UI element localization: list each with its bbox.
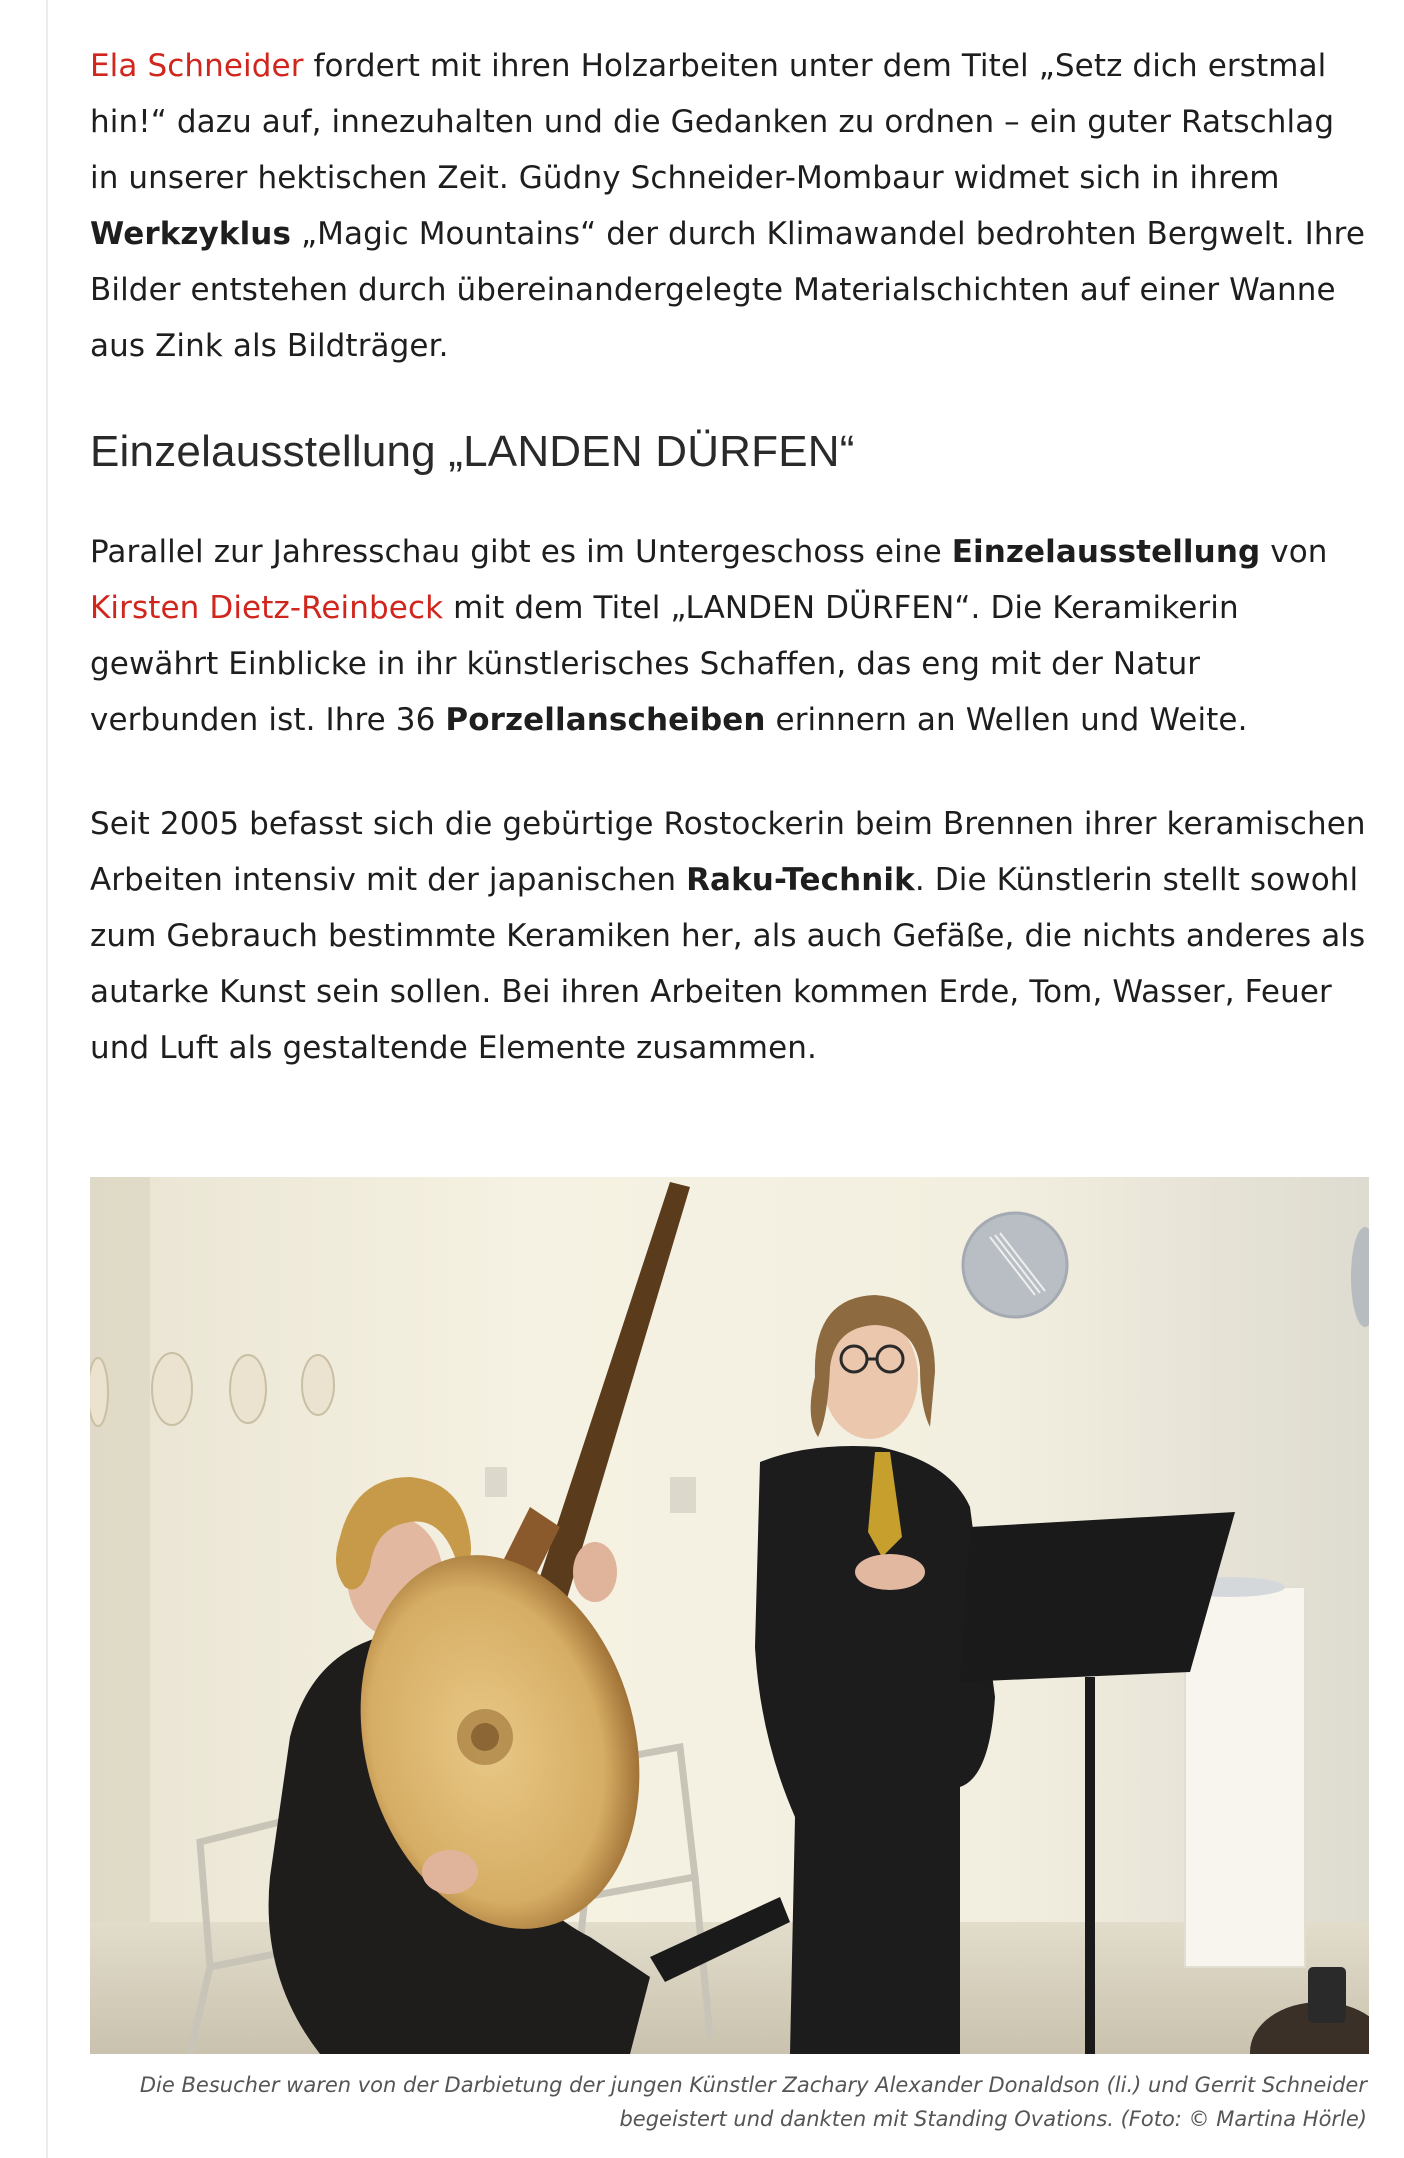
- paragraph-text: fordert mit ihren Holzarbeiten unter dem Titel „Setz dich erstmal hin!“ dazu auf, innezuhalten und die Gedanken zu ordnen – ein guter Ratschlag in unserer hektischen Zeit. Güdny Schneider-Mombaur widmet sich in ihrem: [90, 48, 1335, 196]
- paragraph-text: mit dem Titel „LANDEN DÜRFEN“. Die Keramikerin gewährt Einblicke in ihr künstlerisches Schaffen, das eng mit der Natur verbunden ist. Ihre 36: [90, 590, 1239, 738]
- paragraph-text: „Magic Mountains“ der durch Klimawandel bedrohten Bergwelt. Ihre Bilder entstehen durch übereinandergelegte Materialschichten auf einer Wanne aus Zink als Bildträger.: [90, 216, 1366, 364]
- paragraph-einzelausstellung: [90, 524, 1370, 748]
- concert-photo[interactable]: [90, 1177, 1369, 2054]
- concert-photo-figure: [90, 1177, 1369, 2136]
- artist-link-ela-schneider[interactable]: Ela Schneider: [90, 48, 304, 84]
- paragraph-text: von: [1260, 534, 1328, 570]
- paragraph-text: Parallel zur Jahresschau gibt es im Untergeschoss eine: [90, 534, 952, 570]
- music-stand: [960, 1512, 1235, 1682]
- paragraph-text: erinnern an Wellen und Weite.: [765, 702, 1248, 738]
- wall-plate-art: [963, 1213, 1067, 1317]
- paragraph-text: . Die Künstlerin stellt sowohl zum Gebrauch bestimmte Keramiken her, als auch Gefäße, die nichts anderes als autarke Kunst sein sollen. Bei ihren Arbeiten kommen Erde, Tom, Wasser, Feuer und Luft als gestaltende Elemente zusammen.: [90, 862, 1366, 1066]
- pedestal: [1185, 1587, 1305, 1967]
- paragraph-raku: [90, 796, 1370, 1076]
- artist-link-kirsten-dietz-reinbeck[interactable]: Kirsten Dietz-Reinbeck: [90, 590, 444, 626]
- paragraph-text: Seit 2005 befasst sich die gebürtige Rostockerin beim Brennen ihrer keramischen Arbeiten intensiv mit der japanischen: [90, 806, 1366, 898]
- bold-term-einzelausstellung: Einzelausstellung: [951, 534, 1261, 570]
- left-border-rule: [46, 0, 48, 2158]
- paragraph-schneider: [90, 38, 1370, 374]
- bold-term-werkzyklus: Werkzyklus: [90, 216, 292, 252]
- photo-caption: Die Besucher waren von der Darbietung der jungen Künstler Zachary Alexander Donaldson (li.) und Gerrit Schneider begeistert und dankten mit Standing Ovations. (Foto: © Martina Hörle): [139, 2073, 1367, 2131]
- article-body: [90, 38, 1370, 1124]
- bold-term-raku-technik: Raku-Technik: [686, 862, 915, 898]
- bold-term-porzellanscheiben: Porzellanscheiben: [445, 702, 766, 738]
- section-heading: Einzelausstellung „LANDEN DÜRFEN“: [90, 427, 855, 476]
